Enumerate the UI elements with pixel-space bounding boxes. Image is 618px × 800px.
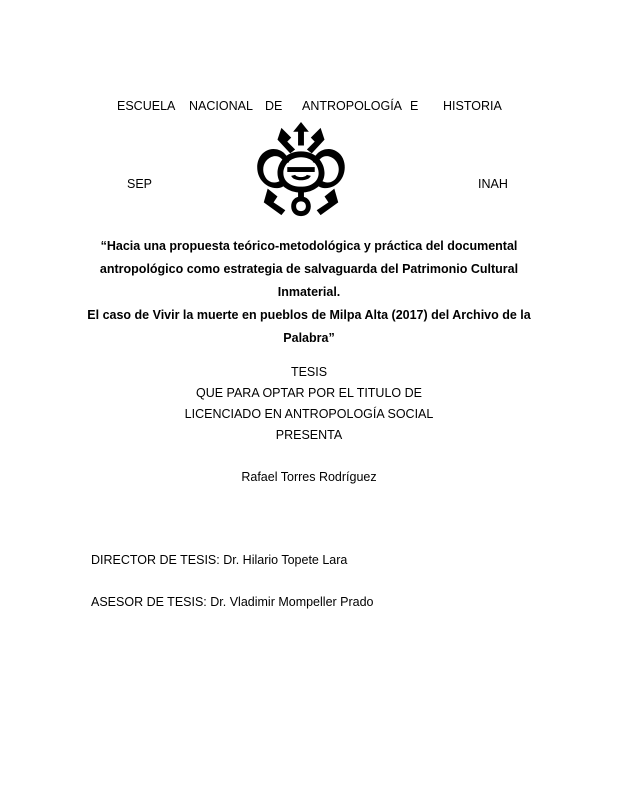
director-label: DIRECTOR DE TESIS: [91, 553, 220, 567]
title-line-1: “Hacia una propuesta teórico-metodológica y práctica del documental [100, 239, 518, 253]
author-name: Rafael Torres Rodríguez [241, 470, 377, 484]
header-word-escuela: ESCUELA [117, 99, 176, 113]
enah-emblem-icon [252, 120, 350, 222]
thesis-line-3: LICENCIADO EN ANTROPOLOGÍA SOCIAL [184, 407, 434, 421]
advisor-line [91, 595, 374, 609]
title-line-5: Palabra” [283, 331, 335, 345]
header-word-antropologia: ANTROPOLOGÍA [302, 99, 403, 113]
sep-label: SEP [127, 177, 153, 191]
thesis-line-1: TESIS [290, 365, 328, 379]
advisor-label: ASESOR DE TESIS: [91, 595, 207, 609]
director-name: Dr. Hilario Topete Lara [223, 553, 348, 567]
header-word-e: E [410, 99, 419, 113]
thesis-degree-block [0, 362, 618, 446]
header-word-nacional: NACIONAL [189, 99, 253, 113]
thesis-line-4: PRESENTA [275, 428, 343, 442]
advisor-name: Dr. Vladimir Mompeller Prado [210, 595, 374, 609]
title-line-2: antropológico como estrategia de salvaguarda del Patrimonio Cultural [99, 262, 519, 276]
thesis-title [0, 235, 618, 350]
header-word-de: DE [265, 99, 283, 113]
inah-label: INAH [478, 177, 508, 191]
title-line-3: Inmaterial. [277, 285, 341, 299]
header-word-historia: HISTORIA [443, 99, 502, 113]
thesis-line-2: QUE PARA OPTAR POR EL TITULO DE [196, 386, 422, 400]
director-line [91, 553, 347, 567]
title-line-4: El caso de Vivir la muerte en pueblos de Milpa Alta (2017) del Archivo de la [87, 308, 531, 322]
